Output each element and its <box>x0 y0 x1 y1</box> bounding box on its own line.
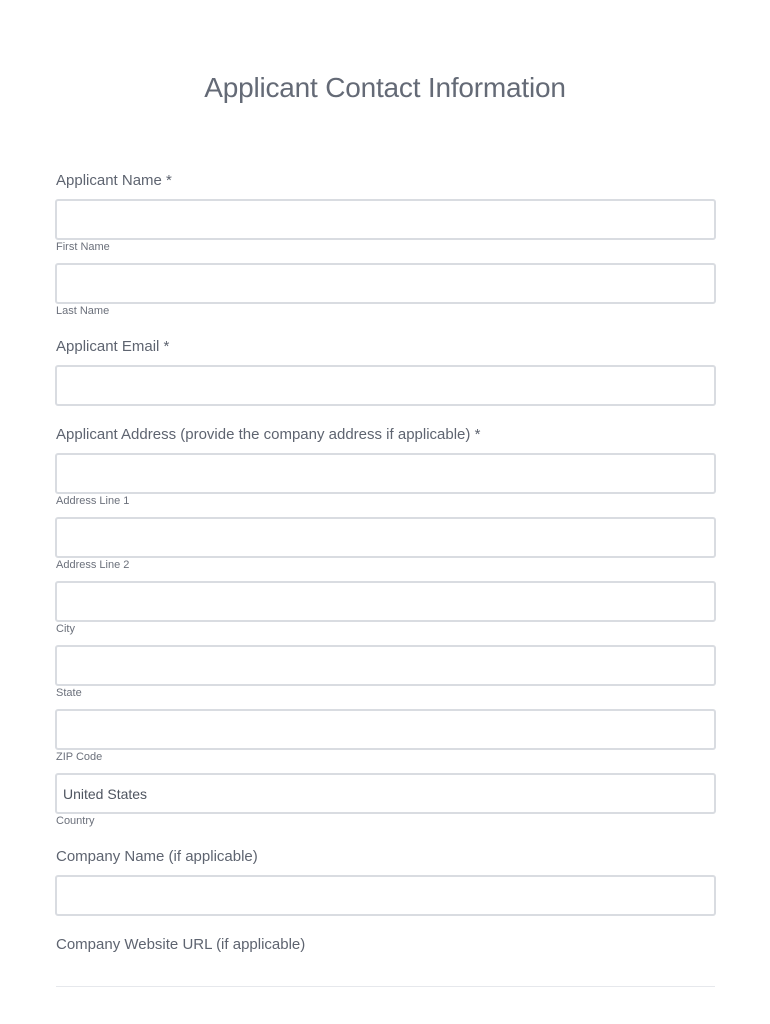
email-input[interactable] <box>55 365 716 406</box>
company-website-field-divider <box>56 986 715 987</box>
last-name-sublabel: Last Name <box>56 305 110 317</box>
city-sublabel: City <box>56 623 75 635</box>
company-name-label: Company Name (if applicable) <box>56 848 258 865</box>
form-title: Applicant Contact Information <box>204 72 566 103</box>
first-name-input[interactable] <box>55 199 716 240</box>
state-sublabel: State <box>56 687 82 699</box>
city-input[interactable] <box>55 581 716 622</box>
country-sublabel: Country <box>56 815 95 827</box>
applicant-name-label: Applicant Name * <box>56 172 172 189</box>
last-name-input[interactable] <box>55 263 716 304</box>
country-input[interactable] <box>55 773 716 814</box>
address-line-2-input[interactable] <box>55 517 716 558</box>
state-input[interactable] <box>55 645 716 686</box>
first-name-sublabel: First Name <box>56 241 110 253</box>
zip-code-sublabel: ZIP Code <box>56 751 103 763</box>
company-name-input[interactable] <box>55 875 716 916</box>
applicant-address-label: Applicant Address (provide the company address if applicable) * <box>56 426 481 443</box>
zip-code-input[interactable] <box>55 709 716 750</box>
address-line-1-sublabel: Address Line 1 <box>56 495 130 507</box>
address-line-2-sublabel: Address Line 2 <box>56 559 130 571</box>
applicant-email-label: Applicant Email * <box>56 338 170 355</box>
address-line-1-input[interactable] <box>55 453 716 494</box>
company-website-label: Company Website URL (if applicable) <box>56 936 306 953</box>
